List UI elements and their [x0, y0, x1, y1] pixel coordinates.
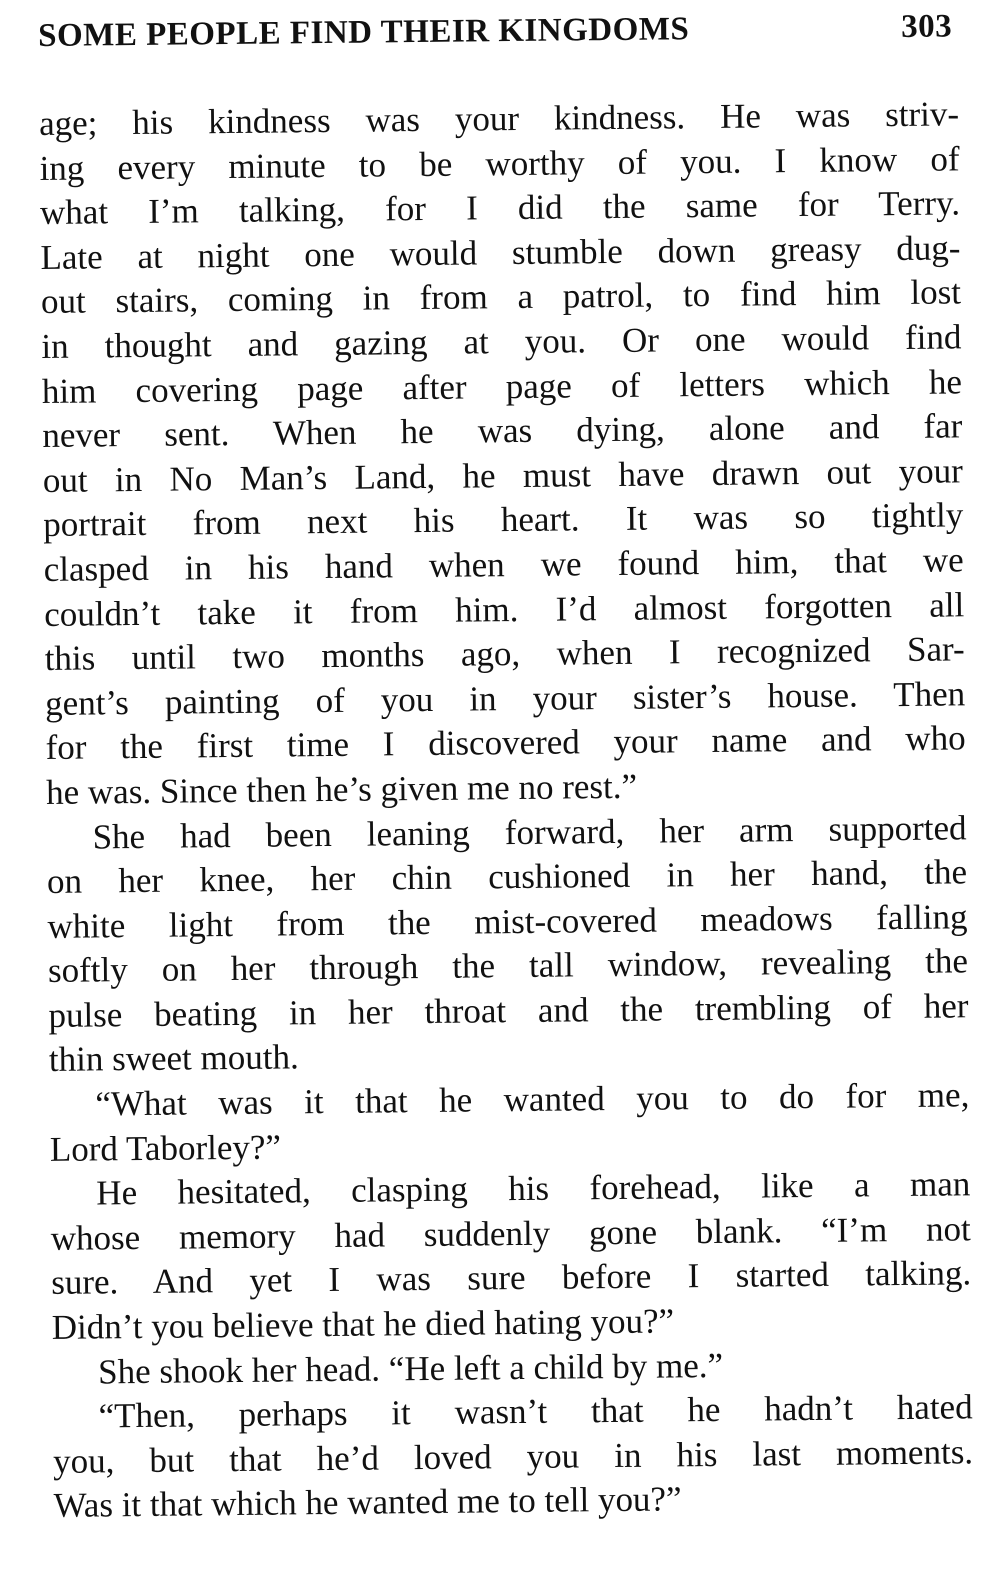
book-page	[38, 8, 974, 1578]
text-line: for the first time I discovered your name and who	[45, 718, 966, 768]
text-line: what I’m talking, for I did the same for Terry.	[39, 183, 961, 233]
text-line: Lord Taborley?”	[49, 1127, 282, 1169]
text-line: clasped in his hand when we found him, that we	[43, 540, 964, 589]
text-line: out stairs, coming in from a patrol, to find him lost	[40, 272, 962, 322]
body-text	[39, 92, 974, 1529]
text-line: in thought and gazing at you. Or one would find	[41, 317, 962, 366]
text-line: Was it that which he wanted me to tell you?”	[53, 1479, 682, 1526]
text-line: ing every minute to be worthy of you. I know of	[39, 138, 960, 188]
paragraph-6	[52, 1386, 973, 1529]
text-line: whose memory had suddenly gone blank. “I’m not	[50, 1209, 971, 1258]
text-line: She had been leaning forward, her arm supported	[92, 807, 967, 856]
text-line: Didn’t you believe that he died hating you?”	[51, 1301, 675, 1347]
text-line: out in No Man’s Land, he must have drawn out your	[42, 451, 963, 500]
paragraph-2	[46, 806, 969, 1083]
page-number: 303	[900, 8, 953, 45]
text-line: She shook her head. “He left a child by me.”	[97, 1345, 724, 1392]
text-line: on her knee, her chin cushioned in her hand, the	[46, 852, 968, 902]
text-line: thin sweet mouth.	[48, 1037, 299, 1080]
text-line: He hesitated, clasping his forehead, like a man	[96, 1164, 971, 1213]
text-line: “What was it that he wanted you to do for me,	[95, 1075, 970, 1124]
page-header	[38, 8, 959, 74]
text-line: softly on her through the tall window, revealing the	[47, 941, 969, 991]
text-line: portrait from next his heart. It was so tightly	[43, 495, 964, 545]
text-line: couldn’t take it from him. I’d almost forgotten all	[44, 584, 965, 634]
text-line: this until two months ago, when I recognized Sar-	[44, 629, 965, 679]
text-line: white light from the mist-covered meadows falling	[47, 897, 968, 946]
paragraph-1	[39, 92, 966, 815]
text-line: he was. Since then he’s given me no rest.”	[45, 766, 638, 812]
text-line: age; his kindness was your kindness. He was striv-	[38, 94, 960, 143]
text-line: never sent. When he was dying, alone and far	[42, 406, 963, 456]
paragraph-3	[49, 1073, 970, 1172]
text-line: you, but that he’d loved you in his last moments.	[52, 1432, 974, 1481]
text-line: Late at night one would stumble down greasy dug-	[40, 228, 961, 277]
text-line: pulse beating in her throat and the trembling of her	[48, 986, 969, 1035]
running-title: SOME PEOPLE FIND THEIR KINGDOMS	[38, 11, 690, 54]
text-line: sure. And yet I was sure before I started talking.	[51, 1253, 972, 1303]
text-line: gent’s painting of you in your sister’s house. Then	[44, 674, 966, 723]
text-line: him covering page after page of letters which he	[41, 361, 963, 411]
text-line: “Then, perhaps it wasn’t that he hadn’t hated	[98, 1387, 973, 1436]
paragraph-4	[50, 1163, 972, 1351]
